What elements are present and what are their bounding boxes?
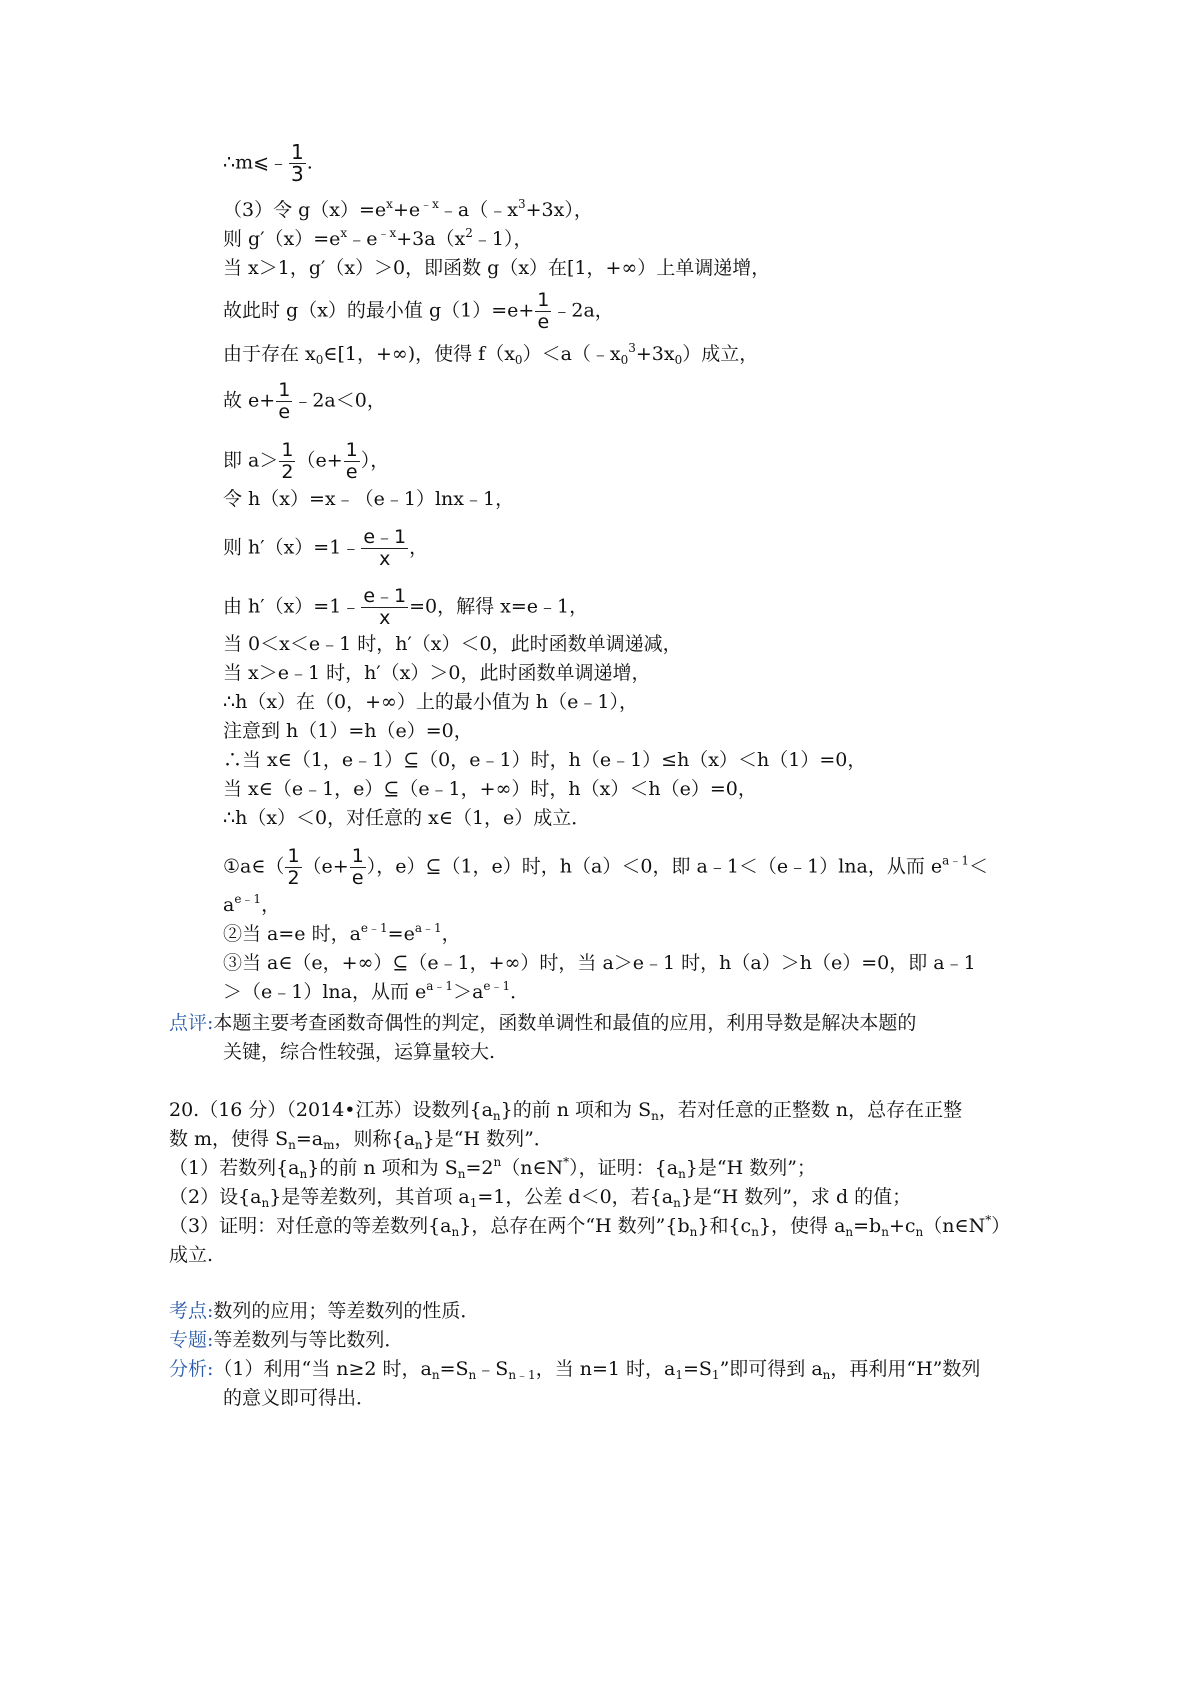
part3-line-6: 故 e+ $\frac{1}{e}$ ﹣2a＜0，: [223, 379, 386, 423]
problem20-line-1: 20.（16 分）（2014•江苏）设数列$\{a_n\}$的前 n 项和为 $S_n$，若对任意的正整数 n，总存在正整: [169, 1099, 963, 1123]
part2-conclusion: ∴m⩽﹣ $\frac{1}{3}$ .: [223, 140, 313, 186]
part3-line-15: ∴当 x∈（1，e﹣1）⊆（0，e﹣1）时，h（e﹣1）≤h（x）＜h（1）=0，: [223, 749, 867, 771]
zhuanti-label: 专题:: [169, 1329, 214, 1351]
part3-line-14: 注意到 h（1）=h（e）=0，: [223, 720, 473, 742]
fraction-one-third: $\frac{1}{3}$: [291, 140, 304, 186]
fraction-1-over-e: $\frac{1}{e}$: [537, 289, 550, 333]
fraction-1-over-2: $\frac{1}{2}$: [281, 439, 294, 483]
part3-line-16: 当 x∈（e﹣1，e）⊆（e﹣1，+∞）时，h（x）＜h（e）=0，: [223, 778, 757, 800]
part3-line-10: 由 h′（x）=1﹣ $\frac{e﹣1}{x}$ =0，解得 x=e﹣1，: [223, 585, 589, 629]
problem20-line-2: 数 m，使得 $S_n=a_m$，则称$\{a_n\}$是“H 数列”．: [169, 1128, 553, 1152]
comment-line-1: 点评:本题主要考查函数奇偶性的判定，函数单调性和最值的应用，利用导数是解决本题的: [169, 1012, 917, 1034]
comment-line-2: 关键，综合性较强，运算量较大.: [223, 1041, 496, 1063]
part3-line-17: ∴h（x）＜0，对任意的 x∈（1，e）成立．: [223, 807, 591, 829]
part3-line-9: 则 h′（x）=1﹣ $\frac{e﹣1}{x}$ ，: [223, 526, 429, 570]
part3-line-20: ②当 a=e 时，$a^{e﹣1}=e^{a﹣1}$，: [223, 921, 461, 945]
zhuanti-line: 专题:等差数列与等比数列．: [169, 1329, 404, 1351]
kaodian-label: 考点:: [169, 1300, 214, 1322]
kaodian-line: 考点:数列的应用；等差数列的性质．: [169, 1300, 480, 1322]
part3-line-18: ①a∈（ $\frac{1}{2}$ （e+ $\frac{1}{e}$ ），e）⊆（1，e）时，h（a）＜0，即 a﹣1＜（e﹣1）lna，从而 $e^{a﹣1}<$: [223, 845, 988, 889]
part3-line-22: ＞（e﹣1）lna，从而 $e^{a﹣1}>a^{e﹣1}$．: [223, 979, 530, 1003]
part3-line-2: 则 $g'(x)=e^x﹣e^{﹣x}+3a(x^2﹣1)$，: [223, 226, 533, 250]
part3-line-13: ∴h（x）在（0，+∞）上的最小值为 h（e﹣1），: [223, 691, 638, 713]
part3-line-3: 当 x＞1，g′（x）＞0，即函数 g（x）在[1，+∞）上单调递增，: [223, 257, 771, 279]
fraction-1-over-e: $\frac{1}{e}$: [345, 439, 358, 483]
fraction-1-over-e: $\frac{1}{e}$: [278, 379, 291, 423]
part3-line-12: 当 x＞e﹣1 时，h′（x）＞0，此时函数单调递增，: [223, 662, 651, 684]
fraction-1-over-2: $\frac{1}{2}$: [287, 845, 300, 889]
fraction-e-minus-1-over-x: $\frac{e﹣1}{x}$: [363, 526, 407, 570]
part3-line-8: 令 h（x）=x﹣（e﹣1）lnx﹣1，: [223, 488, 515, 510]
part3-line-21: ③当 a∈（e，+∞）⊆（e﹣1，+∞）时，当 a＞e﹣1 时，h（a）＞h（e）=0，即 a﹣1: [223, 952, 976, 974]
part3-line-4: 故此时 g（x）的最小值 g（1）=e+ $\frac{1}{e}$ ﹣2a，: [223, 289, 614, 333]
part3-line-19: $a^{e﹣1}$，: [223, 892, 281, 916]
problem20-question-3-end: 成立.: [169, 1244, 214, 1266]
comment-label: 点评:: [169, 1012, 214, 1034]
problem20-question-1: （1）若数列$\{a_n\}$的前 n 项和为 $S_n=2^n(n\in N^*)$，证明：$\{a_n\}$是“H 数列”；: [169, 1155, 816, 1181]
part3-line-11: 当 0＜x＜e﹣1 时，h′（x）＜0，此时函数单调递减，: [223, 633, 682, 655]
part3-line-7: 即 a＞ $\frac{1}{2}$ （e+ $\frac{1}{e}$ ），: [223, 439, 390, 483]
part3-line-5: 由于存在 $x_0\in[1$，+∞)，使得 $f(x_0)<a(﹣x_0^3+3x_0)$成立，: [223, 341, 759, 367]
problem20-question-2: （2）设$\{a_n\}$是等差数列，其首项 $a_1=1$，公差 d＜0，若$\{a_n\}$是“H 数列”，求 d 的值；: [169, 1186, 912, 1210]
fenxi-line-1: 分析:（1）利用“当 n≥2 时，$a_n=S_n﹣S_{n﹣1}$，当 n=1 时，$a_1=S_1$”即可得到 $a_n$，再利用“H”数列: [169, 1358, 981, 1382]
fenxi-line-2: 的意义即可得出．: [223, 1387, 376, 1409]
problem20-question-3: （3）证明：对任意的等差数列$\{a_n\}$，总存在两个“H 数列$”\{b_n\}$和$\{c_n\}$，使得 $a_n=b_n+c_n(n\in N^*)$: [169, 1213, 1011, 1239]
fenxi-label: 分析:: [169, 1358, 214, 1380]
part3-line-1: （3）令 $g(x)=e^x+e^{﹣x}﹣a(﹣x^3+3x)$，: [223, 197, 593, 221]
fraction-1-over-e: $\frac{1}{e}$: [351, 845, 364, 889]
fraction-e-minus-1-over-x: $\frac{e﹣1}{x}$: [363, 585, 407, 629]
